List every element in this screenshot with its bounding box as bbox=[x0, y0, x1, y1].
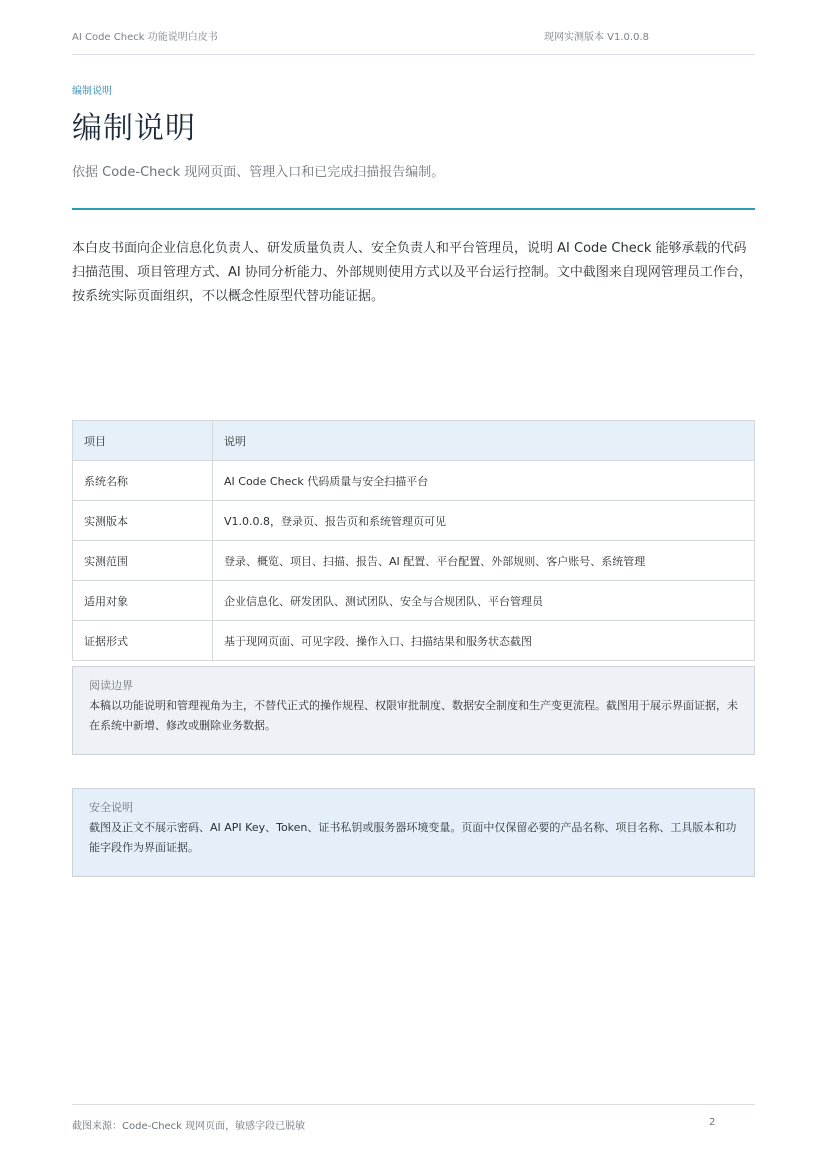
table-cell-item: 实测范围 bbox=[73, 541, 213, 581]
table-row bbox=[73, 581, 755, 621]
table-cell-description: 基于现网页面、可见字段、操作入口、扫描结果和服务状态截图 bbox=[213, 621, 755, 661]
security-notice-body: 截图及正文不展示密码、AI API Key、Token、证书私钥或服务器环境变量。页面中仅保留必要的产品名称、项目名称、工具版本和功能字段作为界面证据。 bbox=[89, 821, 737, 854]
reading-boundary-notice bbox=[72, 666, 755, 755]
table-cell-item: 证据形式 bbox=[73, 621, 213, 661]
reading-boundary-title: 阅读边界 bbox=[89, 679, 133, 692]
header-version-label: 现网实测版本 V1.0.0.8 bbox=[544, 32, 650, 43]
page-title: 编制说明 bbox=[72, 111, 196, 146]
header-doc-title: AI Code Check 功能说明白皮书 bbox=[72, 32, 218, 43]
table-cell-item: 实测版本 bbox=[73, 501, 213, 541]
table-header-item: 项目 bbox=[73, 421, 213, 461]
table-cell-description: 登录、概览、项目、扫描、报告、AI 配置、平台配置、外部规则、客户账号、系统管理 bbox=[213, 541, 755, 581]
info-table bbox=[72, 420, 755, 661]
section-label: 编制说明 bbox=[72, 86, 112, 97]
page-subtitle: 依据 Code-Check 现网页面、管理入口和已完成扫描报告编制。 bbox=[72, 165, 445, 180]
table-row bbox=[73, 501, 755, 541]
table-cell-description: AI Code Check 代码质量与安全扫描平台 bbox=[213, 461, 755, 501]
footer-source: 截图来源：Code-Check 现网页面，敏感字段已脱敏 bbox=[72, 1121, 306, 1132]
page-number: 2 bbox=[709, 1117, 716, 1128]
table-cell-item: 适用对象 bbox=[73, 581, 213, 621]
security-notice-title: 安全说明 bbox=[89, 801, 133, 814]
page-header bbox=[72, 26, 755, 55]
page-footer bbox=[72, 1104, 755, 1135]
table-row bbox=[73, 541, 755, 581]
title-divider bbox=[72, 208, 755, 210]
table-cell-description: V1.0.0.8，登录页、报告页和系统管理页可见 bbox=[213, 501, 755, 541]
reading-boundary-body: 本稿以功能说明和管理视角为主，不替代正式的操作规程、权限审批制度、数据安全制度和生产变更流程。截图用于展示界面证据，未在系统中新增、修改或删除业务数据。 bbox=[89, 699, 738, 732]
table-cell-item: 系统名称 bbox=[73, 461, 213, 501]
table-cell-description: 企业信息化、研发团队、测试团队、安全与合规团队、平台管理员 bbox=[213, 581, 755, 621]
table-row bbox=[73, 621, 755, 661]
table-row bbox=[73, 461, 755, 501]
table-header-row bbox=[73, 421, 755, 461]
table-header-description: 说明 bbox=[213, 421, 755, 461]
security-notice bbox=[72, 788, 755, 877]
intro-paragraph: 本白皮书面向企业信息化负责人、研发质量负责人、安全负责人和平台管理员，说明 AI Code Check 能够承载的代码扫描范围、项目管理方式、AI 协同分析能力、外部规则使用方式以及平台运行控制。文中截图来自现网管理员工作台，按系统实际页面组织，不以概念性原型代替功能证据。 bbox=[72, 241, 752, 304]
